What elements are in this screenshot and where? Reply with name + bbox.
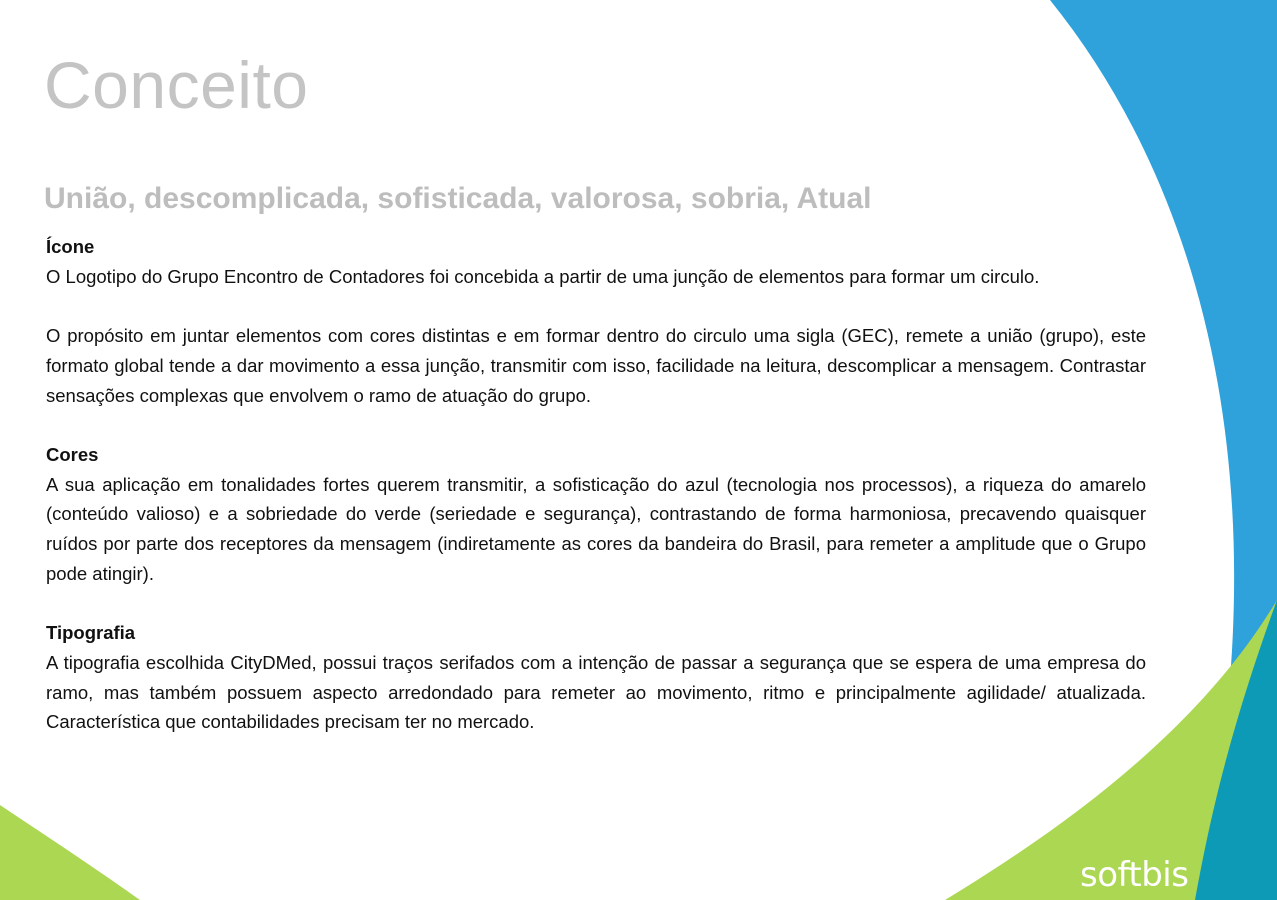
section-heading: Tipografia: [46, 622, 136, 644]
section-paragraph: O propósito em juntar elementos com cores distintas e em formar dentro do circulo uma sigla (GEC), remete a união (grupo), este formato global tende a dar movimento a essa junção, transmitir com isso, facilidade na leitura, descomplicar a mensagem. Contrastar sensações complexas que envolvem o ramo de atuação do grupo.: [46, 325, 1146, 406]
section-tipografia: [46, 618, 1146, 737]
slide-subtitle: União, descomplicada, sofisticada, valorosa, sobria, Atual: [44, 182, 872, 215]
section-paragraph: A tipografia escolhida CityDMed, possui traços serifados com a intenção de passar a segurança que se espera de uma empresa do ramo, mas também possuem aspecto arredondado para remeter ao movimento, ritmo e principalmente agilidade/ atualizada. Característica que contabilidades precisam ter no mercado.: [46, 651, 1146, 733]
section-paragraph: O Logotipo do Grupo Encontro de Contadores foi concebida a partir de uma junção de elementos para formar um circulo.: [46, 265, 1040, 287]
section-heading: Ícone: [46, 236, 95, 257]
section-paragraph: A sua aplicação em tonalidades fortes querem transmitir, a sofisticação do azul (tecnologia nos processos), a riqueza do amarelo (conteúdo valioso) e a sobriedade do verde (seriedade e segurança), contrastando de forma harmoniosa, precavendo quaisquer ruídos por parte dos receptores da mensagem (indiretamente as cores da bandeira do Brasil, para remeter a amplitude que o Grupo pode atingir).: [46, 473, 1146, 584]
slide-title: Conceito: [44, 48, 309, 122]
section-icone: [46, 232, 1146, 410]
body-text: [46, 232, 1146, 737]
softbis-logo: softbis: [1080, 855, 1189, 895]
section-cores: [46, 440, 1146, 589]
green-corner-shape: [0, 805, 140, 900]
section-heading: Cores: [46, 443, 99, 465]
